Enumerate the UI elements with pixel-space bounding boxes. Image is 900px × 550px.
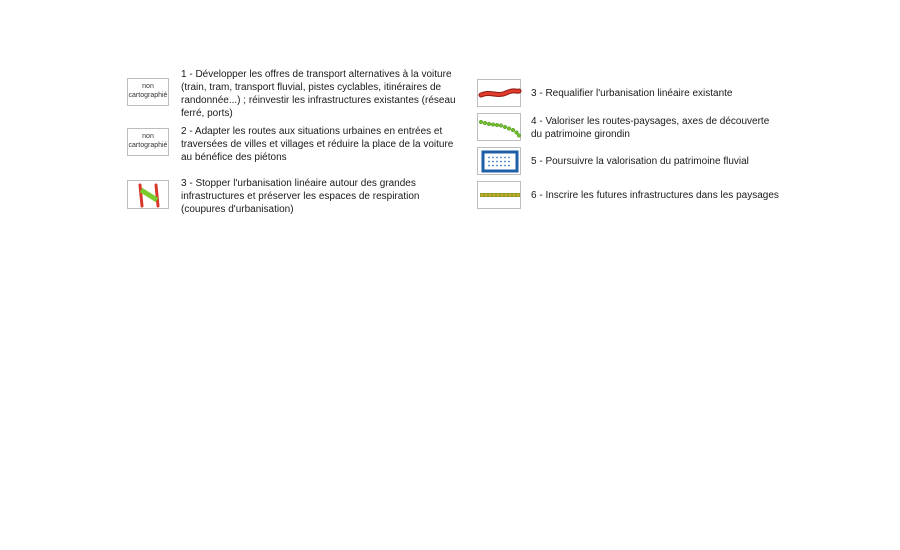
non-carto-text-1: non [142, 83, 154, 90]
non-carto-text-2: cartographié [128, 92, 168, 99]
green-break-red-line-symbol [127, 180, 169, 209]
non-cartographie-symbol [127, 78, 169, 106]
legend-label-3-right: 3 - Requalifier l'urbanisation linéaire existante [531, 88, 733, 99]
blue-rectangle-symbol [477, 147, 521, 175]
legend-label-1: 1 - Développer les offres de transport alternatives à la voiture (train, tram, transport fluvial, pistes cyclables, itinéraires de randonnée...) ; réinvestir les infrastructures existantes (réseau ferré, ports) [181, 69, 456, 119]
legend-label-5: 5 - Poursuivre la valorisation du patrimoine fluvial [531, 156, 749, 167]
legend-label-4: 4 - Valoriser les routes-paysages, axes de découverte du patrimoine girondin [531, 116, 770, 140]
non-carto-text-2: cartographié [128, 142, 168, 149]
non-carto-text-1: non [142, 133, 154, 140]
legend-label-3-left: 3 - Stopper l'urbanisation linéaire autour des grandes infrastructures et préserver les espaces de respiration (coupures d'urbanisation) [181, 178, 420, 215]
red-line-symbol [477, 79, 521, 107]
green-dotted-line-symbol [477, 113, 521, 141]
non-cartographie-symbol [127, 128, 169, 156]
legend-label-2: 2 - Adapter les routes aux situations urbaines en entrées et traversées de villes et villages et réduire la place de la voiture au bénéfice des piétons [181, 126, 454, 163]
legend-label-6: 6 - Inscrire les futures infrastructures dans les paysages [531, 190, 779, 201]
olive-dotted-line-symbol [477, 181, 521, 209]
